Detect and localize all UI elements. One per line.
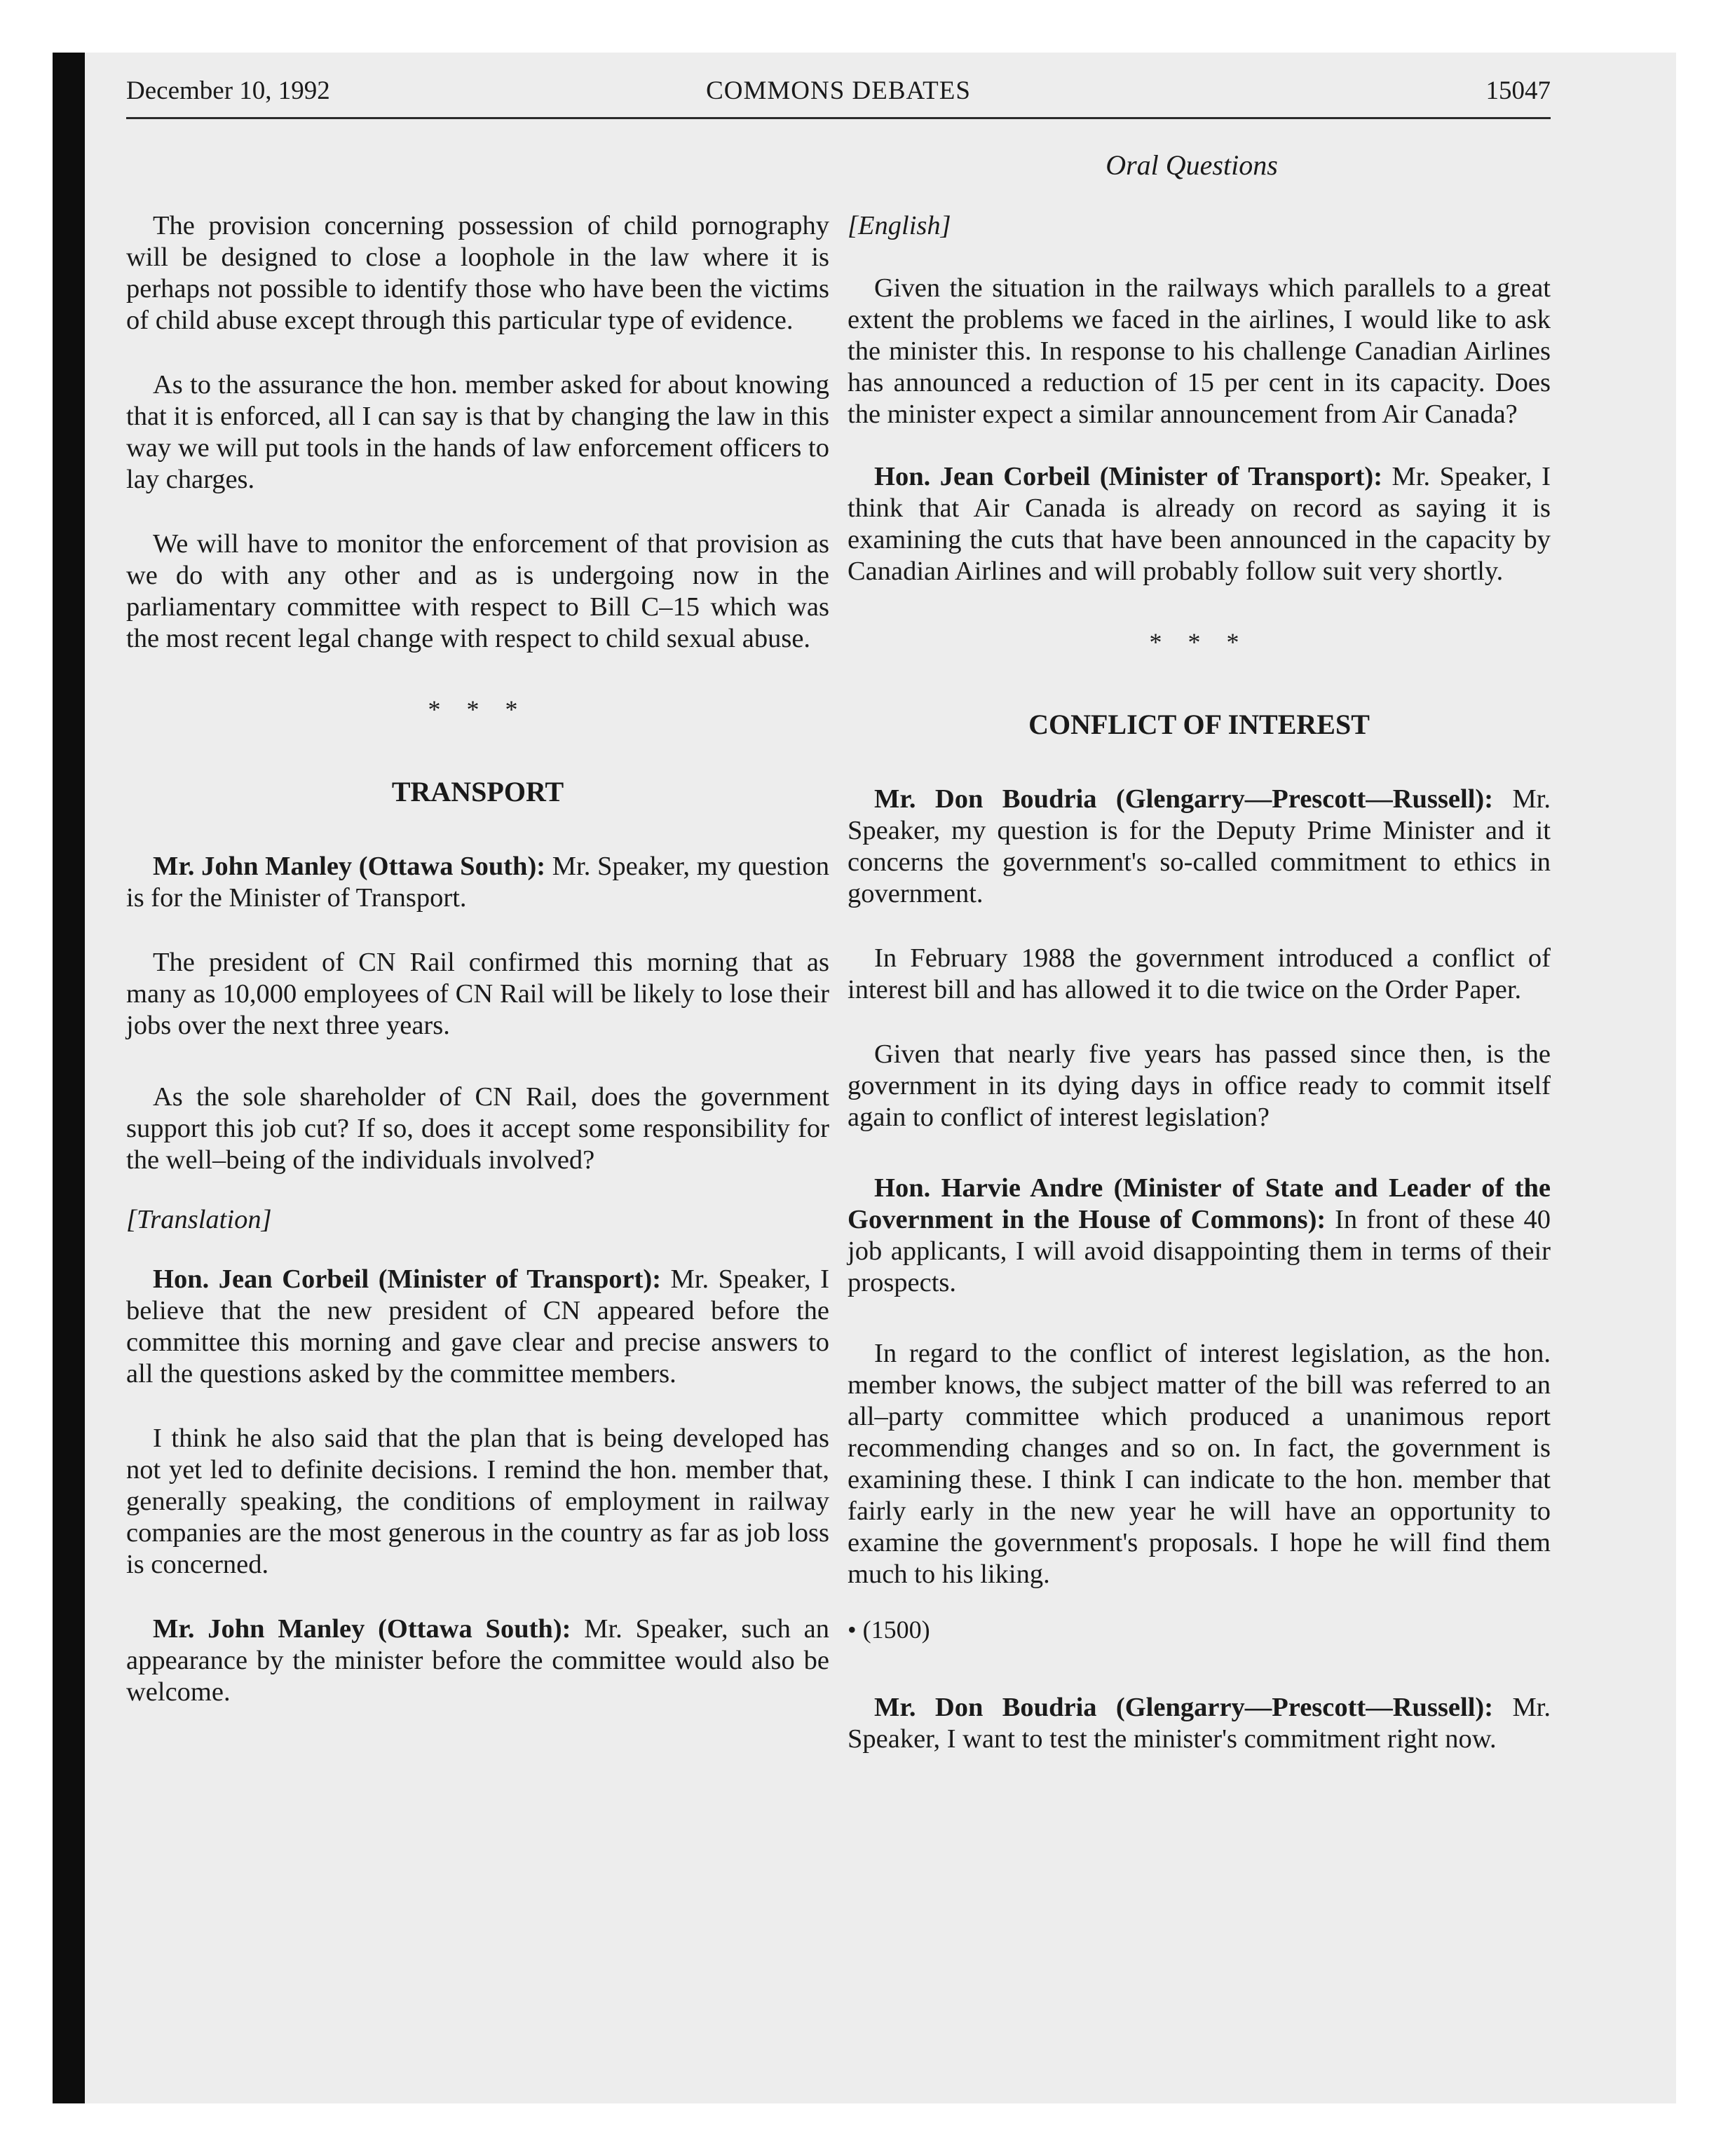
paragraph — [848, 461, 1551, 587]
paragraph — [848, 784, 1551, 910]
paragraph: In regard to the conflict of interest legislation, as the hon. member knows, the subject matter of the bill was referred to an all–party committee which produced a unanimous report recommending changes and so on. In fact, the government is examining these. I think I can indicate to the hon. member that fairly early in the new year he will have an opportunity to examine the government's proposals. I hope he will find them much to his liking. — [848, 1339, 1551, 1589]
speech-text: Mr. Speaker, I want to test the minister's commitment right now. — [848, 1693, 1551, 1754]
paragraph: The president of CN Rail confirmed this morning that as many as 10,000 employees of CN Rail will be likely to lose their jobs over the next three years. — [126, 948, 829, 1040]
left-column — [126, 210, 829, 1741]
page-header — [126, 76, 1551, 111]
right-column — [848, 210, 1551, 1788]
speaker-name: Hon. Jean Corbeil (Minister of Transport): — [153, 1264, 662, 1294]
paragraph: We will have to monitor the enforcement of that provision as we do with any other and as is undergoing now in the parliamentary committee with respect to Bill C–15 which was the most recent legal change with respect to child sexual abuse. — [126, 529, 829, 653]
paragraph: As to the assurance the hon. member asked for about knowing that it is enforced, all I can say is that by changing the law in this way we will put tools in the hands of law enforcement officers to lay charges. — [126, 370, 829, 494]
paragraph: Given that nearly five years has passed since then, is the government in its dying days in office ready to commit itself again to conflict of interest legislation? — [848, 1039, 1551, 1132]
speaker-name: Hon. Jean Corbeil (Minister of Transport): — [874, 462, 1383, 491]
page-number: 15047 — [1485, 76, 1551, 105]
section-heading: TRANSPORT — [391, 776, 564, 807]
header-rule — [126, 117, 1551, 119]
speech-text: Mr. Speaker, my question is for the Minister of Transport. — [126, 852, 829, 913]
paragraph: In February 1988 the government introduced a conflict of interest bill and has allowed it to die twice on the Order Paper. — [848, 943, 1551, 1004]
timestamp: • (1500) — [848, 1616, 930, 1644]
paragraph: The provision concerning possession of child pornography will be designed to close a loophole in the law where it is perhaps not possible to identify those who have been the victims of child abuse except through this particular type of evidence. — [126, 211, 829, 335]
header-date: December 10, 1992 — [126, 76, 330, 105]
paragraph: As the sole shareholder of CN Rail, does the government support this job cut? If so, does it accept some responsibility for the well–being of the individuals involved? — [126, 1082, 829, 1175]
paragraph: I think he also said that the plan that is being developed has not yet led to definite decisions. I remind the hon. member that, generally speaking, the conditions of employment in railway companies are the most generous in the country as far as job loss is concerned. — [126, 1424, 829, 1579]
paragraph — [126, 1264, 829, 1390]
speaker-name: Hon. Harvie Andre (Minister of State and Leader of the Government in the House of Commons): — [848, 1173, 1551, 1234]
speech-text: Mr. Speaker, my question is for the Deputy Prime Minister and it concerns the government's so-called commitment to ethics in government. — [848, 784, 1551, 908]
speech-text: In front of these 40 job applicants, I will avoid disappointing them in terms of their prospects. — [848, 1205, 1551, 1297]
paragraph — [126, 851, 829, 914]
paragraph — [126, 1613, 829, 1708]
paragraph: Given the situation in the railways which parallels to a great extent the problems we faced in the airlines, I would like to ask the minister this. In response to his challenge Canadian Airlines has announced a reduction of 15 per cent in its capacity. Does the minister expect a similar announcement from Air Canada? — [848, 273, 1551, 429]
section-separator: * * * — [428, 695, 528, 723]
speech-text: Mr. Speaker, such an appearance by the minister before the committee would also be welcome. — [126, 1614, 829, 1707]
section-separator: * * * — [1149, 628, 1249, 656]
header-title: COMMONS DEBATES — [706, 76, 971, 105]
language-note: [Translation] — [126, 1205, 272, 1234]
speaker-name: Mr. Don Boudria (Glengarry—Prescott—Russell): — [874, 784, 1494, 814]
speaker-name: Mr. John Manley (Ottawa South): — [153, 1614, 571, 1644]
paragraph — [848, 1692, 1551, 1755]
language-note: [English] — [848, 211, 951, 240]
paragraph — [848, 1173, 1551, 1299]
scan-edge — [53, 53, 85, 2103]
speech-text: Mr. Speaker, I think that Air Canada is already on record as saying it is examining the cuts that have been announced in the capacity by Canadian Airlines and will probably follow suit very shortly. — [848, 462, 1551, 586]
section-subheader: Oral Questions — [1105, 149, 1278, 181]
speaker-name: Mr. John Manley (Ottawa South): — [153, 852, 546, 881]
section-heading: CONFLICT OF INTEREST — [1028, 709, 1370, 740]
speech-text: Mr. Speaker, I believe that the new president of CN appeared before the committee this morning and gave clear and precise answers to all the questions asked by the committee members. — [126, 1264, 829, 1389]
speaker-name: Mr. Don Boudria (Glengarry—Prescott—Russell): — [874, 1693, 1494, 1722]
